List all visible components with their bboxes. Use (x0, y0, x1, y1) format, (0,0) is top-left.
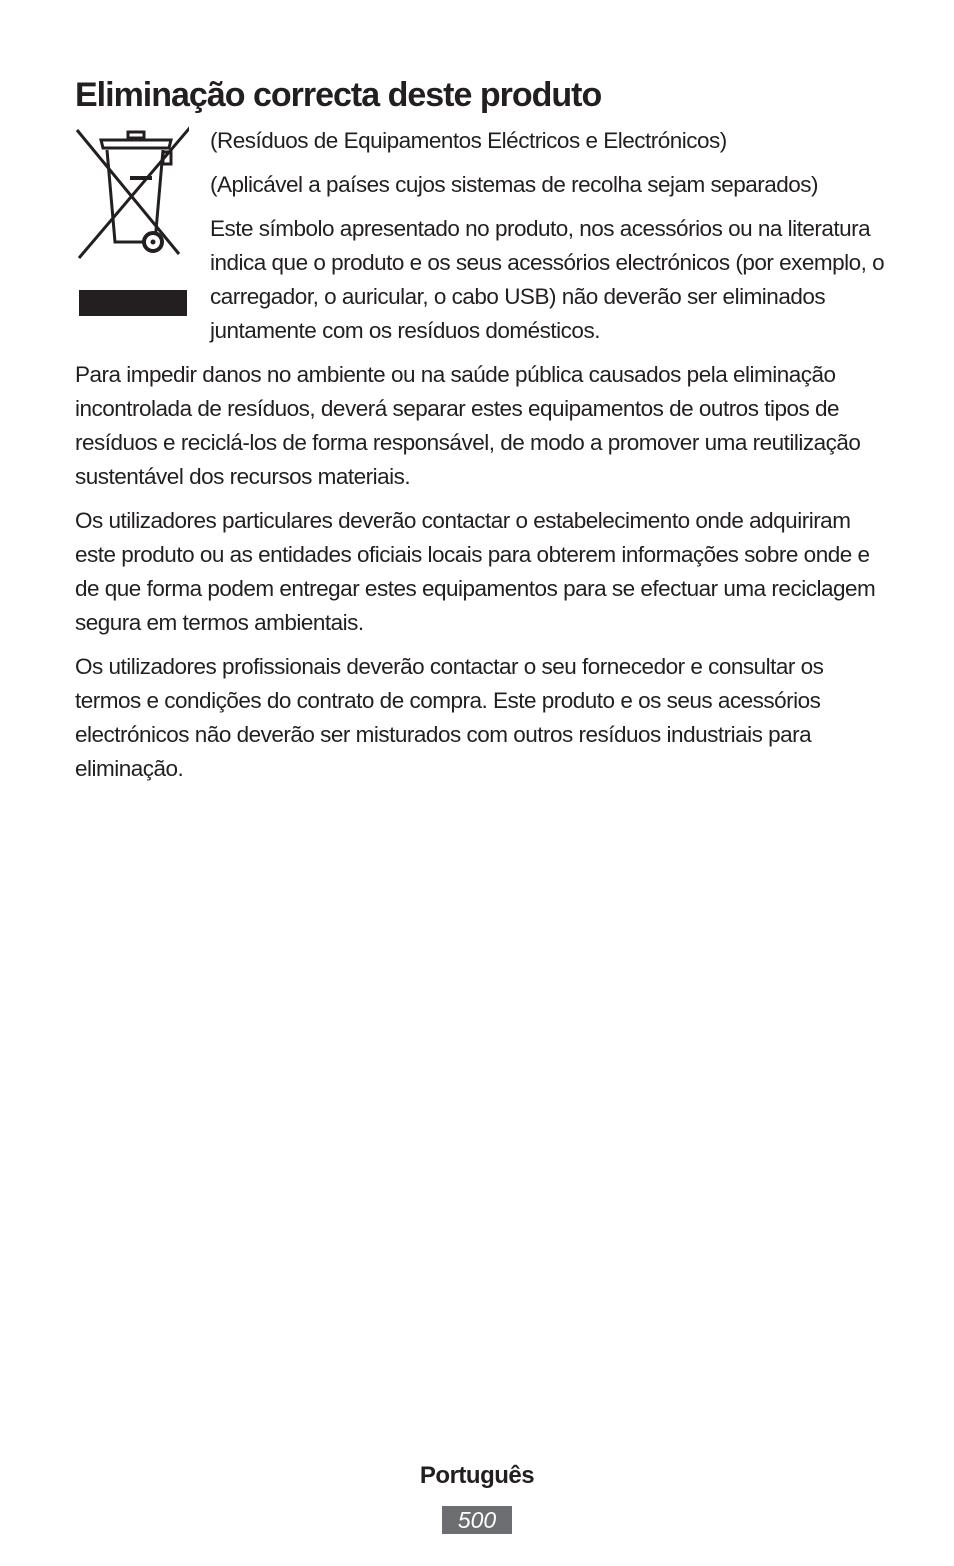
intro-weee-line: (Resíduos de Equipamentos Eléctricos e Electrónicos) (210, 128, 727, 153)
intro-applicability-line: (Aplicável a países cujos sistemas de recolha sejam separados) (210, 172, 819, 197)
intro-symbol-paragraph: Este símbolo apresentado no produto, nos acessórios ou na literatura indica que o produto e os seus acessórios electrónicos (por exemplo, o carregador, o auricular, o cabo USB) não deverão ser eliminados juntamente com os resíduos domésticos. (210, 216, 885, 343)
document-page (75, 72, 885, 796)
page-title: Eliminação correcta deste produto (75, 76, 602, 114)
page-number: 500 (442, 1506, 512, 1534)
body-paragraph-3: Os utilizadores profissionais deverão contactar o seu fornecedor e consultar os termos e condições do contrato de compra. Este produto e os seus acessórios electrónicos não deverão ser misturados com outros resíduos industriais para eliminação. (75, 654, 824, 781)
footer-language: Português (419, 1462, 535, 1489)
body-paragraph-2: Os utilizadores particulares deverão contactar o estabelecimento onde adquiriram este produto ou as entidades oficiais locais para obterem informações sobre onde e de que forma podem entregar estes equipamentos para se efectuar uma reciclagem segura em termos ambientais. (75, 508, 876, 635)
weee-crossed-out-wheelie-bin-icon (75, 126, 189, 316)
body-paragraph-1: Para impedir danos no ambiente ou na saúde pública causados pela eliminação incontrolada de resíduos, deverá separar estes equipamentos de outros tipos de resíduos e reciclá-los de forma responsável, de modo a promover uma reutilização sustentável dos recursos materiais. (75, 362, 861, 489)
